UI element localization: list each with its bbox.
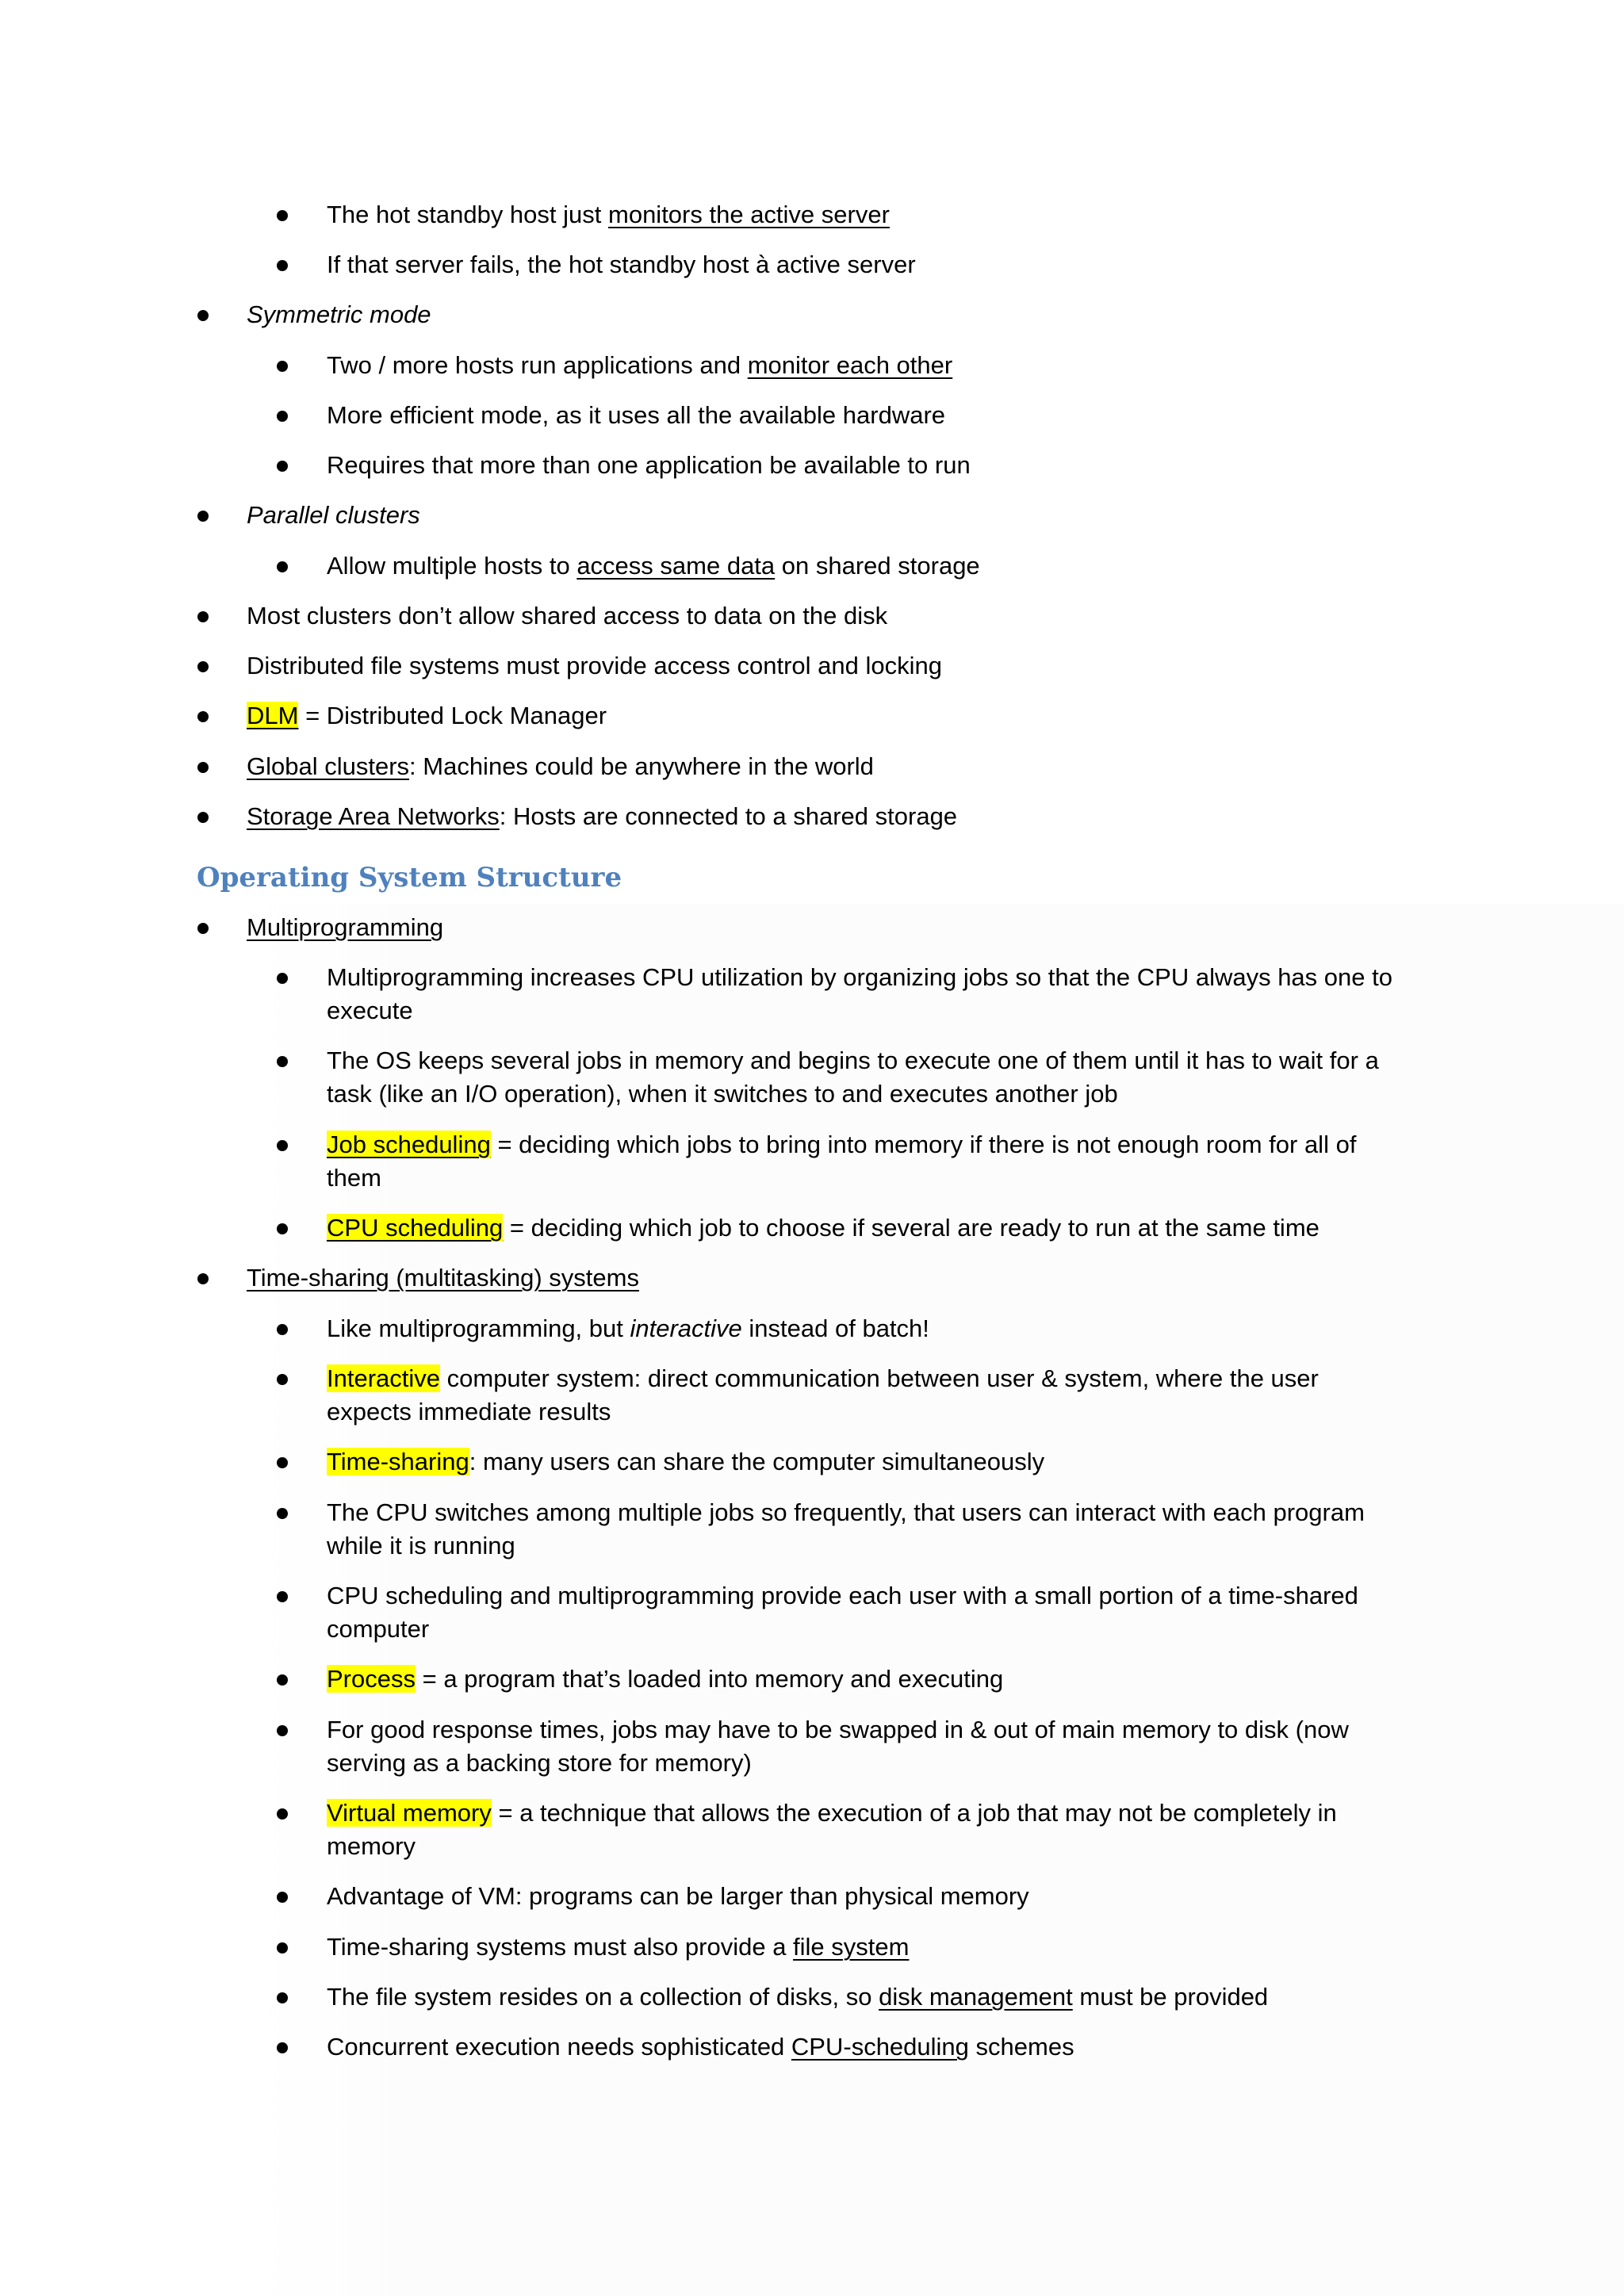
highlighted-term: Time-sharing (327, 1448, 469, 1475)
list-item-text (327, 1312, 929, 1345)
text-run: = Distributed Lock Manager (298, 702, 607, 729)
list-item-text: Multiprogramming (247, 913, 444, 941)
text-run: = deciding which jobs to bring into memory if there is not enough room for all of (490, 1131, 1357, 1158)
bullet-icon (197, 661, 209, 672)
text-run: The file system resides on a collection of disks, so (327, 1983, 879, 2011)
bullet-icon (277, 1056, 288, 1067)
continuation-text: execute (327, 997, 413, 1024)
list-item-text (327, 1980, 1268, 2014)
underlined-text: access same data (576, 552, 776, 580)
bullet-icon (277, 1942, 288, 1954)
text-run: The hot standby host just (327, 201, 608, 228)
list-item-text (327, 349, 952, 382)
list-item-text: Parallel clusters (247, 501, 420, 529)
underlined-text: CPU-scheduling (791, 2033, 969, 2061)
bullet-icon (197, 310, 209, 321)
list-item-text (327, 1663, 1003, 1696)
bullet-icon (277, 1725, 288, 1736)
bullet-icon (197, 1273, 209, 1284)
list-item-text: CPU scheduling and multiprogramming provide each user with a small portion of a time-shared (327, 1582, 1358, 1609)
bullet-icon (277, 1140, 288, 1151)
list-item-text (247, 750, 874, 783)
highlighted-term: DLM (247, 702, 299, 729)
bullet-icon (197, 812, 209, 823)
highlighted-term: Process (327, 1665, 416, 1693)
list-item-text: For good response times, jobs may have to be swapped in & out of main memory to disk (now (327, 1716, 1349, 1743)
underlined-text: file system (793, 1933, 910, 1961)
bullet-icon (277, 1374, 288, 1385)
bullet-icon (277, 1674, 288, 1686)
text-run: must be provided (1072, 1983, 1269, 2011)
bullet-icon (277, 561, 288, 572)
highlighted-term: Interactive (327, 1364, 441, 1392)
text-run: Two / more hosts run applications and (327, 351, 748, 379)
text-run: Concurrent execution needs sophisticated (327, 2033, 791, 2061)
bullet-icon (277, 361, 288, 372)
list-item-text: Symmetric mode (247, 300, 431, 328)
underlined-text: Storage Area Networks (247, 802, 500, 830)
bullet-icon (277, 1808, 288, 1820)
bullet-icon (277, 1223, 288, 1234)
list-item-text (247, 699, 607, 733)
continuation-text: expects immediate results (327, 1398, 611, 1425)
bullet-icon (277, 210, 288, 221)
section-heading: Operating System Structure (197, 862, 622, 894)
highlighted-term: Virtual memory (327, 1799, 492, 1827)
text-run: instead of batch! (741, 1314, 929, 1342)
list-item-text (247, 800, 957, 833)
text-run: Like multiprogramming, but (327, 1314, 630, 1342)
list-item-text (327, 549, 980, 583)
bullet-icon (277, 973, 288, 984)
text-run: Allow multiple hosts to (327, 552, 577, 580)
list-item-text: The CPU switches among multiple jobs so frequently, that users can interact with each program (327, 1498, 1365, 1526)
list-item-text: If that server fails, the hot standby host à active server (327, 251, 916, 278)
bullet-icon (277, 1324, 288, 1335)
list-item-text (327, 1211, 1320, 1245)
bullet-icon (277, 1457, 288, 1468)
bullet-icon (277, 1591, 288, 1602)
text-run: : Machines could be anywhere in the world (409, 752, 874, 780)
text-run: = deciding which job to choose if several are ready to run at the same time (503, 1214, 1320, 1242)
underlined-text: Global clusters (247, 752, 410, 780)
bullet-icon (197, 762, 209, 773)
list-item-text (327, 198, 890, 232)
list-item-text (327, 1797, 1337, 1830)
bullet-icon (197, 611, 209, 622)
continuation-text: task (like an I/O operation), when it switches to and executes another job (327, 1080, 1118, 1108)
list-item-text: Most clusters don’t allow shared access to data on the disk (247, 602, 888, 629)
highlighted-term: Job scheduling (327, 1131, 491, 1158)
list-item-text: The OS keeps several jobs in memory and begins to execute one of them until it has to wait for a (327, 1047, 1379, 1074)
continuation-text: them (327, 1164, 381, 1192)
text-run: : Hosts are connected to a shared storage (499, 802, 958, 830)
text-run: on shared storage (775, 552, 980, 580)
continuation-text: while it is running (327, 1532, 515, 1559)
bullet-icon (277, 260, 288, 271)
text-run: = a technique that allows the execution of a job that may not be completely in (491, 1799, 1337, 1827)
text-run: : many users can share the computer simultaneously (469, 1448, 1045, 1475)
list-item-text (327, 2030, 1074, 2064)
highlighted-term: CPU scheduling (327, 1214, 504, 1242)
bullet-icon (277, 2042, 288, 2053)
text-run: Time-sharing systems must also provide a (327, 1933, 794, 1961)
bullet-icon (277, 1992, 288, 2003)
list-item-text (327, 1445, 1044, 1479)
italic-text: interactive (630, 1314, 742, 1342)
bullet-icon (277, 411, 288, 422)
bullet-icon (277, 1508, 288, 1519)
bullet-icon (197, 923, 209, 934)
list-item-text: Advantage of VM: programs can be larger than physical memory (327, 1882, 1029, 1910)
underlined-text: monitors the active server (608, 201, 890, 228)
list-item-text (327, 1362, 1319, 1395)
underlined-text: monitor each other (747, 351, 953, 379)
list-item-text: Distributed file systems must provide access control and locking (247, 652, 942, 679)
continuation-text: memory (327, 1832, 416, 1860)
bullet-icon (197, 511, 209, 522)
bullet-icon (277, 461, 288, 472)
underlined-text: disk management (879, 1983, 1073, 2011)
list-item-text: Multiprogramming increases CPU utilization by organizing jobs so that the CPU always has one to (327, 963, 1392, 991)
text-run: computer system: direct communication between user & system, where the user (440, 1364, 1319, 1392)
continuation-text: serving as a backing store for memory) (327, 1749, 752, 1777)
list-item-text: More efficient mode, as it uses all the available hardware (327, 401, 946, 429)
bullet-icon (197, 711, 209, 722)
list-item-text (327, 1128, 1356, 1161)
list-item-text: Time-sharing (multitasking) systems (247, 1264, 639, 1292)
continuation-text: computer (327, 1615, 430, 1643)
text-run: schemes (968, 2033, 1074, 2061)
list-item-text (327, 1931, 909, 1964)
bullet-icon (277, 1892, 288, 1903)
text-run: = a program that’s loaded into memory and executing (415, 1665, 1004, 1693)
list-item-text: Requires that more than one application be available to run (327, 451, 971, 479)
